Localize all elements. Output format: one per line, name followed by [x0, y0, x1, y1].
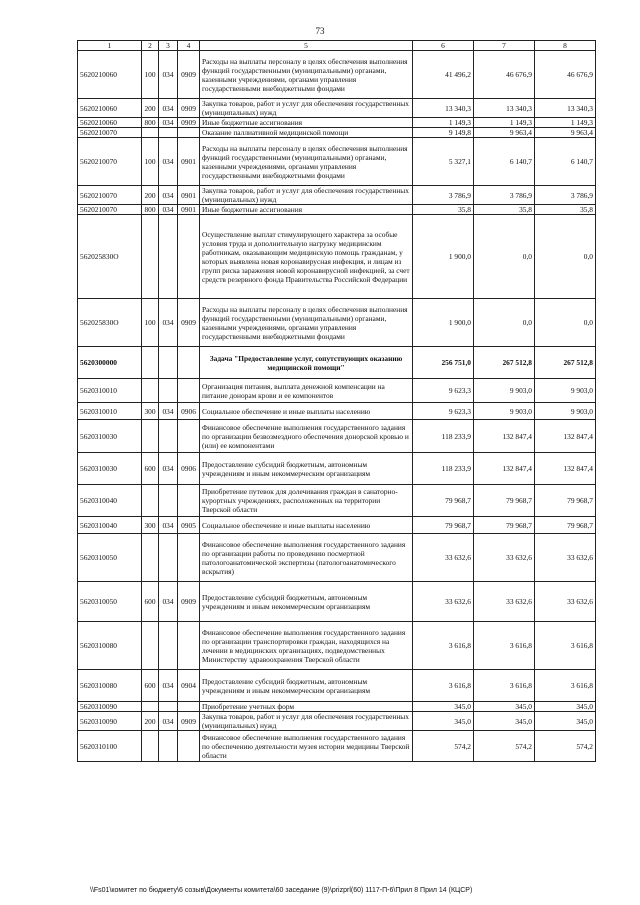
- row-name: Иные бюджетные ассигнования: [200, 118, 413, 128]
- row-name: Закупка товаров, работ и услуг для обеспечения государственных (муниципальных) нужд: [200, 99, 413, 118]
- row-amount-1: 1 900,0: [413, 215, 474, 299]
- row-amount-1: 5 327,1: [413, 138, 474, 186]
- row-amount-2: 6 140,7: [474, 138, 535, 186]
- table-row: [78, 622, 596, 670]
- row-amount-1: 1 900,0: [413, 299, 474, 347]
- table-row: [78, 51, 596, 99]
- row-code: 5620310080: [78, 670, 142, 702]
- row-admin-code: 034: [159, 582, 178, 622]
- row-amount-2: 13 340,3: [474, 99, 535, 118]
- row-section-code: [178, 215, 200, 299]
- row-amount-3: 0,0: [535, 299, 596, 347]
- row-amount-2: 35,8: [474, 205, 535, 215]
- row-name: Социальное обеспечение и иные выплаты населению: [200, 403, 413, 420]
- row-code: 5620210060: [78, 51, 142, 99]
- column-number: 8: [535, 41, 596, 51]
- row-amount-3: 33 632,6: [535, 534, 596, 582]
- row-code: 5620310010: [78, 379, 142, 403]
- table-row: [78, 118, 596, 128]
- row-expense-type: 100: [142, 51, 159, 99]
- row-admin-code: [159, 420, 178, 453]
- row-admin-code: [159, 702, 178, 712]
- row-section-code: 0906: [178, 403, 200, 420]
- row-code: 5620310040: [78, 485, 142, 517]
- row-amount-3: 345,0: [535, 712, 596, 731]
- row-amount-3: 6 140,7: [535, 138, 596, 186]
- row-expense-type: 100: [142, 299, 159, 347]
- row-amount-3: 35,8: [535, 205, 596, 215]
- row-amount-1: 3 616,8: [413, 670, 474, 702]
- row-code: 5620210070: [78, 128, 142, 138]
- row-amount-1: 118 233,9: [413, 453, 474, 485]
- row-expense-type: [142, 128, 159, 138]
- table-row: [78, 99, 596, 118]
- row-amount-1: 9 149,8: [413, 128, 474, 138]
- row-amount-2: 9 903,0: [474, 379, 535, 403]
- row-admin-code: 034: [159, 205, 178, 215]
- row-expense-type: [142, 731, 159, 762]
- table-row: [78, 582, 596, 622]
- row-name: Организация питания, выплата денежной компенсации на питание донорам крови и ее компонентов: [200, 379, 413, 403]
- row-admin-code: 034: [159, 670, 178, 702]
- row-section-code: [178, 420, 200, 453]
- page-number: 73: [315, 26, 325, 36]
- row-expense-type: [142, 215, 159, 299]
- row-code: 5620310030: [78, 453, 142, 485]
- row-code: 5620310080: [78, 622, 142, 670]
- row-name: Расходы на выплаты персоналу в целях обеспечения выполнения функций государственными (муниципальными) органами, казенными учреждениями, органами управления государственными внебюджетными фондами: [200, 51, 413, 99]
- row-code: 5620310030: [78, 420, 142, 453]
- row-name: Приобретение учетных форм: [200, 702, 413, 712]
- file-path-footer: \\Fs01\комитет по бюджету\6 созыв\Документы комитета\60 заседание (9)\prizprl(60) 1117-П-6\Прил 8 Прил 14 (КЦСР): [90, 887, 473, 894]
- row-expense-type: 200: [142, 186, 159, 205]
- row-name: Социальное обеспечение и иные выплаты населению: [200, 517, 413, 534]
- row-expense-type: [142, 534, 159, 582]
- row-amount-2: 132 847,4: [474, 453, 535, 485]
- row-amount-2: 79 968,7: [474, 485, 535, 517]
- row-amount-3: 132 847,4: [535, 453, 596, 485]
- row-name: Финансовое обеспечение выполнения государственного задания по организации транспортировки граждан, находящихся на лечении в медицинских организациях, подведомственных Министерству здравоохранения Тверской области: [200, 622, 413, 670]
- row-name: Приобретение путевок для долечивания граждан в санаторно-курортных учреждениях, расположенных на территории Тверской области: [200, 485, 413, 517]
- row-section-code: [178, 731, 200, 762]
- row-amount-3: 345,0: [535, 702, 596, 712]
- row-name: Финансовое обеспечение выполнения государственного задания по обеспечению деятельности музея истории медицины Тверской области: [200, 731, 413, 762]
- column-number: 6: [413, 41, 474, 51]
- row-name: Закупка товаров, работ и услуг для обеспечения государственных (муниципальных) нужд: [200, 186, 413, 205]
- column-number: 1: [78, 41, 142, 51]
- row-code: 5620310100: [78, 731, 142, 762]
- row-amount-2: 33 632,6: [474, 582, 535, 622]
- table-row: [78, 128, 596, 138]
- row-expense-type: [142, 420, 159, 453]
- row-amount-1: 33 632,6: [413, 534, 474, 582]
- row-amount-2: 345,0: [474, 712, 535, 731]
- row-amount-1: 9 623,3: [413, 379, 474, 403]
- row-expense-type: 200: [142, 712, 159, 731]
- row-code: 5620310010: [78, 403, 142, 420]
- row-section-code: 0909: [178, 712, 200, 731]
- row-amount-2: 3 616,8: [474, 670, 535, 702]
- row-amount-2: 9 903,0: [474, 403, 535, 420]
- row-amount-3: 3 786,9: [535, 186, 596, 205]
- row-admin-code: 034: [159, 118, 178, 128]
- row-expense-type: [142, 485, 159, 517]
- row-amount-3: 267 512,8: [535, 347, 596, 379]
- table-row: [78, 712, 596, 731]
- row-amount-2: 46 676,9: [474, 51, 535, 99]
- row-code: 5620300000: [78, 347, 142, 379]
- row-amount-3: 1 149,3: [535, 118, 596, 128]
- row-name: Финансовое обеспечение выполнения государственного задания по организации работы по проведению посмертной патологоанатомической экспертизы (патологоанатомического вскрытия): [200, 534, 413, 582]
- row-section-code: 0909: [178, 99, 200, 118]
- column-number: 4: [178, 41, 200, 51]
- table-row: [78, 534, 596, 582]
- row-amount-3: 574,2: [535, 731, 596, 762]
- row-section-code: 0901: [178, 205, 200, 215]
- row-name: Расходы на выплаты персоналу в целях обеспечения выполнения функций государственными (муниципальными) органами, казенными учреждениями, органами управления государственными внебюджетными фондами: [200, 138, 413, 186]
- row-admin-code: [159, 379, 178, 403]
- row-section-code: 0904: [178, 670, 200, 702]
- row-amount-3: 33 632,6: [535, 582, 596, 622]
- row-amount-1: 3 786,9: [413, 186, 474, 205]
- row-amount-3: 79 968,7: [535, 517, 596, 534]
- table-row: [78, 186, 596, 205]
- row-code: 5620310040: [78, 517, 142, 534]
- column-number: 2: [142, 41, 159, 51]
- row-code: 5620210060: [78, 99, 142, 118]
- row-amount-3: 79 968,7: [535, 485, 596, 517]
- row-code: 5620210060: [78, 118, 142, 128]
- row-admin-code: [159, 731, 178, 762]
- row-expense-type: 300: [142, 403, 159, 420]
- row-expense-type: 200: [142, 99, 159, 118]
- row-code: 5620310090: [78, 712, 142, 731]
- row-name: Оказание паллиативной медицинской помощи: [200, 128, 413, 138]
- row-amount-3: 46 676,9: [535, 51, 596, 99]
- row-amount-1: 1 149,3: [413, 118, 474, 128]
- row-admin-code: [159, 347, 178, 379]
- row-expense-type: 800: [142, 118, 159, 128]
- table-row: [78, 205, 596, 215]
- row-amount-1: 9 623,3: [413, 403, 474, 420]
- row-admin-code: 034: [159, 99, 178, 118]
- row-name: Осуществление выплат стимулирующего характера за особые условия труда и дополнительную нагрузку медицинским работникам, оказывающим медицинскую помощь гражданам, у которых выявлена новая коронавирусная инфекция, и лицам из групп риска заражения новой коронавирусной инфекцией, за счет средств резервного фонда Правительства Российской Федерации: [200, 215, 413, 299]
- row-amount-2: 33 632,6: [474, 534, 535, 582]
- row-amount-2: 132 847,4: [474, 420, 535, 453]
- row-amount-1: 256 751,0: [413, 347, 474, 379]
- row-section-code: [178, 485, 200, 517]
- table-row: [78, 347, 596, 379]
- row-amount-3: 9 903,0: [535, 403, 596, 420]
- row-admin-code: 034: [159, 712, 178, 731]
- row-amount-2: 574,2: [474, 731, 535, 762]
- row-section-code: 0909: [178, 582, 200, 622]
- row-amount-3: 13 340,3: [535, 99, 596, 118]
- row-amount-2: 267 512,8: [474, 347, 535, 379]
- table-row: [78, 403, 596, 420]
- table-row: [78, 517, 596, 534]
- row-amount-2: 79 968,7: [474, 517, 535, 534]
- row-section-code: [178, 379, 200, 403]
- row-expense-type: 100: [142, 138, 159, 186]
- row-admin-code: [159, 128, 178, 138]
- row-admin-code: 034: [159, 138, 178, 186]
- table-row: [78, 670, 596, 702]
- row-name: Закупка товаров, работ и услуг для обеспечения государственных (муниципальных) нужд: [200, 712, 413, 731]
- row-code: 5620310050: [78, 534, 142, 582]
- row-amount-1: 345,0: [413, 712, 474, 731]
- row-section-code: [178, 702, 200, 712]
- table-row: [78, 138, 596, 186]
- table-row: [78, 379, 596, 403]
- row-code: 5620210070: [78, 186, 142, 205]
- row-expense-type: 300: [142, 517, 159, 534]
- table-row: [78, 702, 596, 712]
- table-row: [78, 299, 596, 347]
- row-admin-code: 034: [159, 403, 178, 420]
- row-amount-2: 0,0: [474, 215, 535, 299]
- row-amount-1: 13 340,3: [413, 99, 474, 118]
- row-name: Предоставление субсидий бюджетным, автономным учреждениям и иным некоммерческим организациям: [200, 582, 413, 622]
- row-section-code: 0909: [178, 118, 200, 128]
- row-amount-2: 9 963,4: [474, 128, 535, 138]
- row-amount-2: 345,0: [474, 702, 535, 712]
- row-amount-1: 33 632,6: [413, 582, 474, 622]
- row-amount-2: 3 616,8: [474, 622, 535, 670]
- row-admin-code: [159, 622, 178, 670]
- row-amount-3: 3 616,8: [535, 622, 596, 670]
- row-expense-type: [142, 347, 159, 379]
- row-admin-code: 034: [159, 299, 178, 347]
- row-amount-2: 1 149,3: [474, 118, 535, 128]
- budget-table: [77, 40, 596, 762]
- row-amount-3: 132 847,4: [535, 420, 596, 453]
- row-expense-type: [142, 622, 159, 670]
- table-row: [78, 420, 596, 453]
- row-amount-1: 574,2: [413, 731, 474, 762]
- row-section-code: 0901: [178, 138, 200, 186]
- row-admin-code: 034: [159, 51, 178, 99]
- row-admin-code: [159, 215, 178, 299]
- row-amount-1: 79 968,7: [413, 485, 474, 517]
- row-name: Задача "Предоставление услуг, сопутствующих оказанию медицинской помощи": [200, 347, 413, 379]
- row-section-code: 0909: [178, 51, 200, 99]
- column-number: 5: [200, 41, 413, 51]
- row-section-code: [178, 347, 200, 379]
- table-row: [78, 453, 596, 485]
- column-number: 7: [474, 41, 535, 51]
- row-code: 5620310050: [78, 582, 142, 622]
- table-row: [78, 215, 596, 299]
- row-code: 5620210070: [78, 138, 142, 186]
- row-section-code: 0906: [178, 453, 200, 485]
- row-name: Финансовое обеспечение выполнения государственного задания по организации безвозмездного обеспечения донорской кровью и (или) ее компонентами: [200, 420, 413, 453]
- table-row: [78, 485, 596, 517]
- row-admin-code: 034: [159, 453, 178, 485]
- row-amount-3: 9 963,4: [535, 128, 596, 138]
- row-admin-code: 034: [159, 517, 178, 534]
- row-name: Предоставление субсидий бюджетным, автономным учреждениям и иным некоммерческим организациям: [200, 453, 413, 485]
- row-admin-code: [159, 534, 178, 582]
- row-amount-3: 9 903,0: [535, 379, 596, 403]
- row-code: 5620310090: [78, 702, 142, 712]
- row-name: Предоставление субсидий бюджетным, автономным учреждениям и иным некоммерческим организациям: [200, 670, 413, 702]
- row-amount-1: 345,0: [413, 702, 474, 712]
- row-amount-1: 35,8: [413, 205, 474, 215]
- row-section-code: 0909: [178, 299, 200, 347]
- row-section-code: [178, 534, 200, 582]
- row-amount-2: 0,0: [474, 299, 535, 347]
- row-name: Расходы на выплаты персоналу в целях обеспечения выполнения функций государственными (муниципальными) органами, казенными учреждениями, органами управления государственными внебюджетными фондами: [200, 299, 413, 347]
- row-code: 562025830О: [78, 215, 142, 299]
- row-section-code: 0905: [178, 517, 200, 534]
- row-code: 562025830О: [78, 299, 142, 347]
- row-expense-type: 800: [142, 205, 159, 215]
- row-section-code: [178, 128, 200, 138]
- row-expense-type: 600: [142, 670, 159, 702]
- row-amount-3: 3 616,8: [535, 670, 596, 702]
- row-amount-3: 0,0: [535, 215, 596, 299]
- row-section-code: [178, 622, 200, 670]
- row-expense-type: [142, 702, 159, 712]
- column-number: 3: [159, 41, 178, 51]
- row-expense-type: [142, 379, 159, 403]
- table-row: [78, 731, 596, 762]
- row-amount-1: 41 496,2: [413, 51, 474, 99]
- row-amount-1: 79 968,7: [413, 517, 474, 534]
- row-amount-2: 3 786,9: [474, 186, 535, 205]
- row-expense-type: 600: [142, 453, 159, 485]
- row-amount-1: 3 616,8: [413, 622, 474, 670]
- row-code: 5620210070: [78, 205, 142, 215]
- row-expense-type: 600: [142, 582, 159, 622]
- row-name: Иные бюджетные ассигнования: [200, 205, 413, 215]
- row-admin-code: [159, 485, 178, 517]
- row-admin-code: 034: [159, 186, 178, 205]
- column-number-row: [78, 41, 596, 51]
- row-section-code: 0901: [178, 186, 200, 205]
- row-amount-1: 118 233,9: [413, 420, 474, 453]
